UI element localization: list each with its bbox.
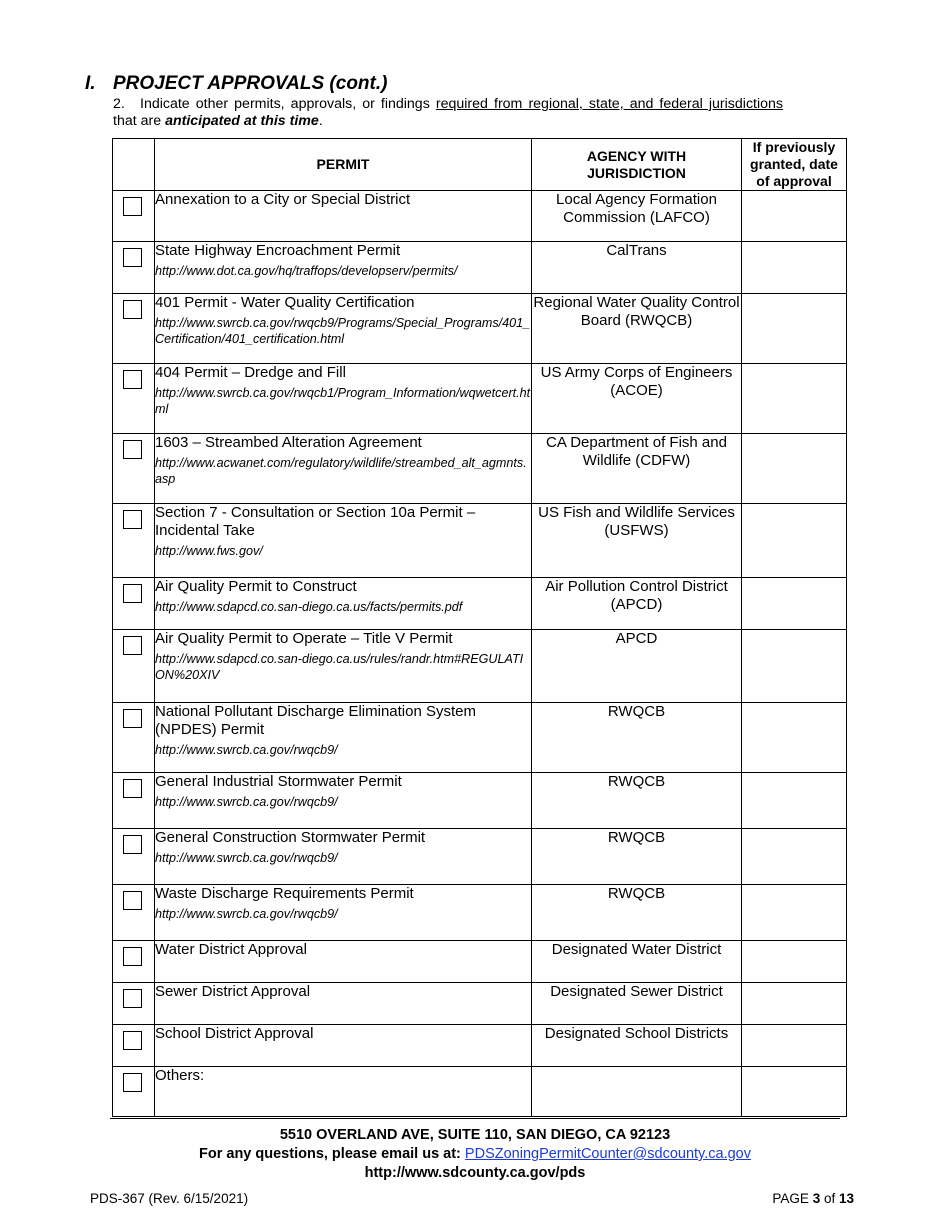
agency-cell: US Fish and Wildlife Services (USFWS) (532, 504, 742, 578)
agency-cell: Designated Water District (532, 941, 742, 983)
approval-date-cell[interactable] (742, 364, 847, 434)
page-prefix: PAGE (772, 1191, 813, 1206)
permit-cell (155, 1025, 532, 1067)
permit-url[interactable]: http://www.swrcb.ca.gov/rwqcb9/ (155, 795, 338, 809)
agency-cell: CA Department of Fish and Wildlife (CDFW) (532, 434, 742, 504)
permit-title: 404 Permit – Dredge and Fill (155, 364, 346, 381)
permit-checkbox[interactable] (123, 197, 142, 216)
agency-cell: Local Agency Formation Commission (LAFCO) (532, 191, 742, 242)
section-heading (85, 73, 387, 95)
agency-cell: RWQCB (532, 885, 742, 941)
checkbox-cell (113, 578, 155, 630)
section-title: PROJECT APPROVALS (cont.) (113, 73, 388, 94)
permit-title: 401 Permit - Water Quality Certification (155, 294, 415, 311)
page-of: of (820, 1191, 839, 1206)
approval-date-cell[interactable] (742, 1067, 847, 1117)
table-row (113, 941, 847, 983)
approval-date-cell[interactable] (742, 578, 847, 630)
header-permit: PERMIT (155, 139, 532, 191)
agency-cell: Designated School Districts (532, 1025, 742, 1067)
permits-table (112, 138, 847, 1117)
permit-cell (155, 434, 532, 504)
table-row (113, 703, 847, 773)
intro-number: 2. (113, 96, 125, 112)
table-row (113, 885, 847, 941)
approval-date-cell[interactable] (742, 434, 847, 504)
permit-checkbox[interactable] (123, 248, 142, 267)
permit-checkbox[interactable] (123, 1073, 142, 1092)
permit-checkbox[interactable] (123, 440, 142, 459)
permit-url[interactable]: http://www.fws.gov/ (155, 544, 263, 558)
table-row (113, 1067, 847, 1117)
table-header-row (113, 139, 847, 191)
checkbox-cell (113, 1067, 155, 1117)
permit-checkbox[interactable] (123, 779, 142, 798)
footer-address: 5510 OVERLAND AVE, SUITE 110, SAN DIEGO, CA 92123 (279, 1127, 671, 1143)
table-row (113, 364, 847, 434)
permit-cell (155, 703, 532, 773)
table-row (113, 773, 847, 829)
permit-checkbox[interactable] (123, 370, 142, 389)
agency-cell: RWQCB (532, 773, 742, 829)
header-agency: AGENCY WITH JURISDICTION (532, 139, 742, 191)
approval-date-cell[interactable] (742, 242, 847, 294)
agency-cell: RWQCB (532, 829, 742, 885)
table-row (113, 1025, 847, 1067)
footer-divider (110, 1118, 840, 1119)
permit-cell (155, 578, 532, 630)
permit-title: Annexation to a City or Special District (155, 191, 411, 208)
permit-checkbox[interactable] (123, 510, 142, 529)
approval-date-cell[interactable] (742, 1025, 847, 1067)
permit-cell (155, 773, 532, 829)
footer-questions (0, 1145, 950, 1164)
table-row (113, 504, 847, 578)
intro-text-end: . (318, 113, 323, 129)
permit-checkbox[interactable] (123, 636, 142, 655)
table-row (113, 191, 847, 242)
permit-url[interactable]: http://www.swrcb.ca.gov/rwqcb9/ (155, 907, 338, 921)
intro-text-emphasis: anticipated at this time (165, 113, 319, 129)
table-row (113, 829, 847, 885)
page-current: 3 (812, 1191, 821, 1206)
permit-checkbox[interactable] (123, 300, 142, 319)
permit-cell (155, 191, 532, 242)
checkbox-cell (113, 364, 155, 434)
checkbox-cell (113, 773, 155, 829)
table-row (113, 294, 847, 364)
permit-title: Air Quality Permit to Operate – Title V Permit (155, 630, 453, 647)
permit-cell (155, 364, 532, 434)
permit-title: National Pollutant Discharge Elimination System (NPDES) Permit (155, 703, 476, 738)
approval-date-cell[interactable] (742, 630, 847, 703)
permit-title: Water District Approval (155, 941, 307, 958)
approval-date-cell[interactable] (742, 703, 847, 773)
permit-title: General Construction Stormwater Permit (155, 829, 426, 846)
intro-paragraph (113, 96, 783, 130)
permit-url[interactable]: http://www.swrcb.ca.gov/rwqcb9/ (155, 743, 338, 757)
permit-cell (155, 630, 532, 703)
header-checkbox-cell (113, 139, 155, 191)
approval-date-cell[interactable] (742, 191, 847, 242)
approval-date-cell[interactable] (742, 983, 847, 1025)
checkbox-cell (113, 941, 155, 983)
agency-cell (532, 1067, 742, 1117)
table-row (113, 242, 847, 294)
permit-checkbox[interactable] (123, 1031, 142, 1050)
approval-date-cell[interactable] (742, 941, 847, 983)
agency-cell: APCD (532, 630, 742, 703)
permit-url[interactable]: http://www.swrcb.ca.gov/rwqcb9/ (155, 851, 338, 865)
agency-cell: US Army Corps of Engineers (ACOE) (532, 364, 742, 434)
permit-title: Air Quality Permit to Construct (155, 578, 357, 595)
permit-title: Others: (155, 1067, 205, 1084)
intro-text-b: that are (113, 113, 166, 129)
permit-cell (155, 941, 532, 983)
permit-url[interactable]: http://www.sdapcd.co.san-diego.ca.us/facts/permits.pdf (155, 600, 463, 614)
footer-email-link[interactable]: PDSZoningPermitCounter@sdcounty.ca.gov (464, 1146, 751, 1162)
permit-title: General Industrial Stormwater Permit (155, 773, 402, 790)
section-number: I. (85, 73, 96, 94)
permit-url[interactable]: http://www.swrcb.ca.gov/rwqcb1/Program_Information/wqwetcert.html (155, 386, 531, 416)
header-date: If previously granted, date of approval (742, 139, 847, 191)
checkbox-cell (113, 191, 155, 242)
permit-title: Sewer District Approval (155, 983, 311, 1000)
permit-checkbox[interactable] (123, 947, 142, 966)
approval-date-cell[interactable] (742, 294, 847, 364)
checkbox-cell (113, 434, 155, 504)
permit-url[interactable]: http://www.dot.ca.gov/hq/traffops/developserv/permits/ (155, 264, 458, 278)
table-row (113, 578, 847, 630)
permit-title: State Highway Encroachment Permit (155, 242, 401, 259)
permit-title: School District Approval (155, 1025, 314, 1042)
permit-url[interactable]: http://www.swrcb.ca.gov/rwqcb9/Programs/Special_Programs/401_Certification/401_certification.html (155, 316, 531, 346)
footer-website: http://www.sdcounty.ca.gov/pds (364, 1165, 586, 1181)
permit-cell (155, 504, 532, 578)
permit-url[interactable]: http://www.sdapcd.co.san-diego.ca.us/rules/randr.htm#REGULATION%20XIV (155, 652, 524, 682)
permit-cell (155, 1067, 532, 1117)
table-row (113, 630, 847, 703)
permit-cell (155, 829, 532, 885)
permit-cell (155, 294, 532, 364)
form-number: PDS-367 (Rev. 6/15/2021) (90, 1191, 249, 1206)
permit-cell (155, 242, 532, 294)
agency-cell: Designated Sewer District (532, 983, 742, 1025)
checkbox-cell (113, 504, 155, 578)
table-row (113, 983, 847, 1025)
page-number (772, 1191, 854, 1206)
checkbox-cell (113, 242, 155, 294)
permit-checkbox[interactable] (123, 584, 142, 603)
permit-title: Section 7 - Consultation or Section 10a Permit – Incidental Take (155, 504, 476, 539)
permit-title: 1603 – Streambed Alteration Agreement (155, 434, 422, 451)
agency-cell: Air Pollution Control District (APCD) (532, 578, 742, 630)
agency-cell: Regional Water Quality Control Board (RWQCB) (532, 294, 742, 364)
checkbox-cell (113, 630, 155, 703)
footer-questions-text: For any questions, please email us at: (199, 1146, 465, 1162)
agency-cell: CalTrans (532, 242, 742, 294)
agency-cell: RWQCB (532, 703, 742, 773)
approval-date-cell[interactable] (742, 773, 847, 829)
checkbox-cell (113, 703, 155, 773)
permit-checkbox[interactable] (123, 835, 142, 854)
approval-date-cell[interactable] (742, 504, 847, 578)
approval-date-cell[interactable] (742, 829, 847, 885)
page-total: 13 (838, 1191, 854, 1206)
permit-checkbox[interactable] (123, 989, 142, 1008)
permit-checkbox[interactable] (123, 709, 142, 728)
permit-cell (155, 983, 532, 1025)
permit-title: Waste Discharge Requirements Permit (155, 885, 414, 902)
intro-text-underlined: required from regional, state, and federal jurisdictions (435, 96, 784, 112)
approval-date-cell[interactable] (742, 885, 847, 941)
checkbox-cell (113, 983, 155, 1025)
table-row (113, 434, 847, 504)
checkbox-cell (113, 1025, 155, 1067)
permit-url[interactable]: http://www.acwanet.com/regulatory/wildlife/streambed_alt_agmnts.asp (155, 456, 527, 486)
intro-text-a: Indicate other permits, approvals, or findings (140, 96, 436, 112)
permit-cell (155, 885, 532, 941)
checkbox-cell (113, 294, 155, 364)
checkbox-cell (113, 829, 155, 885)
checkbox-cell (113, 885, 155, 941)
permit-checkbox[interactable] (123, 891, 142, 910)
